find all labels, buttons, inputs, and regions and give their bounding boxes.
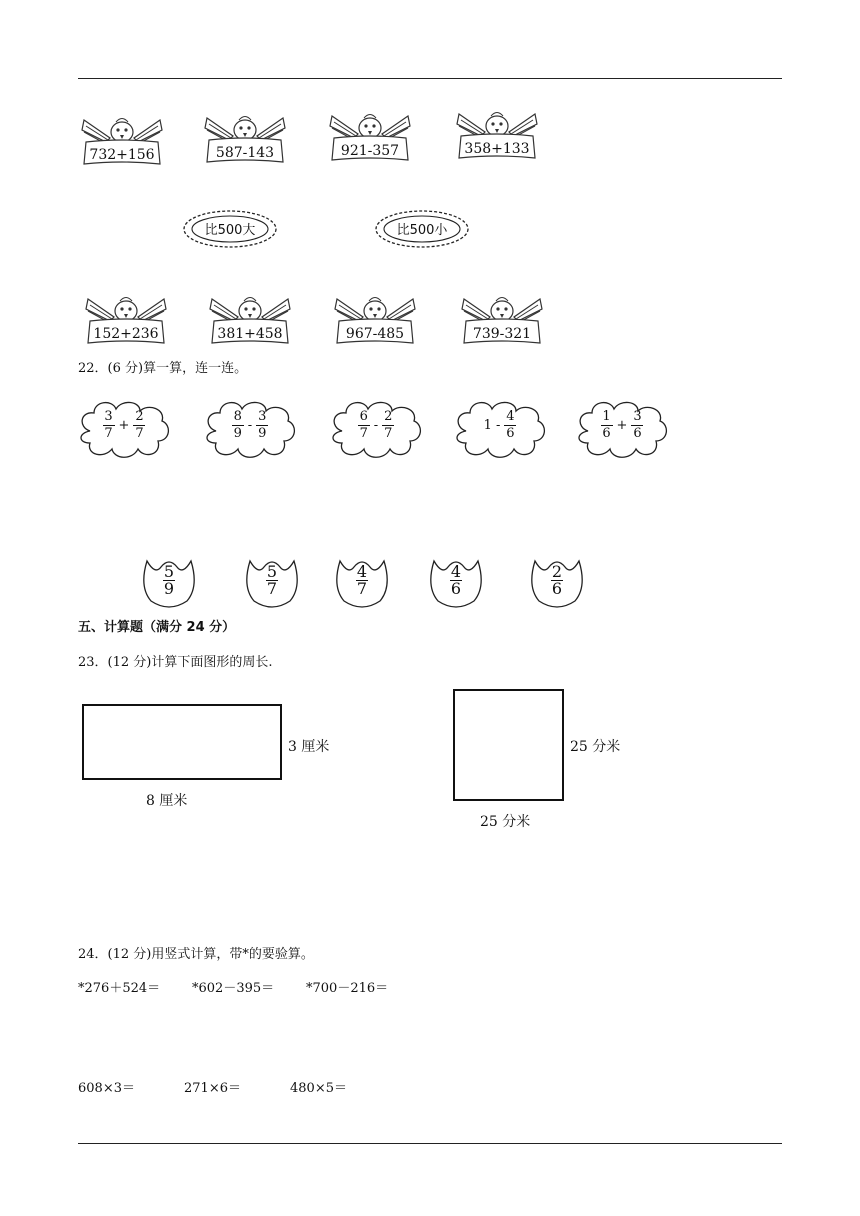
fraction: $\frac{2}{7}$ (384, 409, 393, 441)
calc-item: 608×3＝ (78, 1081, 135, 1096)
question-23-title: 23．(12 分)计算下面图形的周长. (78, 655, 273, 670)
bird-expression: 732+156 (89, 147, 155, 163)
bird-expression: 381+458 (217, 326, 283, 342)
whole-number: 1 (483, 418, 492, 433)
bird-expression: 967-485 (345, 326, 405, 342)
fraction: $\frac{3}{6}$ (633, 409, 642, 441)
cloud-expression-5[interactable] (574, 397, 670, 463)
square-figure (453, 689, 564, 801)
oval-less-than-500[interactable] (374, 209, 470, 249)
bird-expression: 587-143 (215, 145, 275, 161)
fraction: $\frac{3}{7}$ (104, 409, 113, 441)
operator: - (495, 418, 501, 433)
square-right-label: 25 分米 (570, 739, 621, 755)
fraction: 4 7 (356, 562, 368, 598)
fraction: 5 9 (163, 562, 175, 598)
calc-item: 271×6＝ (184, 1081, 241, 1096)
bird-card-8[interactable] (460, 291, 544, 347)
tulip-answer-1[interactable] (141, 557, 197, 609)
oval-greater-than-500[interactable] (182, 209, 278, 249)
bird-card-7[interactable] (333, 291, 417, 347)
operator: - (373, 418, 379, 433)
cloud-expression-4[interactable] (452, 397, 548, 463)
bird-card-1[interactable] (80, 112, 164, 168)
fraction: 4 6 (450, 562, 462, 598)
fraction: 5 7 (266, 562, 278, 598)
bird-expression: 739-321 (472, 326, 532, 342)
bird-card-3[interactable] (328, 108, 412, 164)
operator: - (247, 418, 253, 433)
header-rule (78, 78, 782, 79)
oval-label: 比500小 (396, 223, 448, 238)
bird-expression: 358+133 (464, 141, 530, 157)
cloud-expression-2[interactable] (202, 397, 298, 463)
calc-item: 480×5＝ (290, 1081, 347, 1096)
fraction: $\frac{2}{7}$ (135, 409, 144, 441)
tulip-answer-2[interactable] (244, 557, 300, 609)
operator: + (118, 418, 130, 433)
fraction: $\frac{4}{6}$ (506, 409, 515, 441)
fraction: $\frac{8}{9}$ (233, 409, 242, 441)
rectangle-height-label: 3 厘米 (288, 739, 330, 755)
operator: + (616, 418, 628, 433)
calc-item: *276＋524＝ (78, 981, 161, 996)
bird-expression: 152+236 (93, 326, 159, 342)
fraction: $\frac{1}{6}$ (602, 409, 611, 441)
bird-card-4[interactable] (455, 106, 539, 162)
rectangle-width-label: 8 厘米 (146, 793, 188, 809)
tulip-answer-4[interactable] (428, 557, 484, 609)
section-5-heading: 五、计算题（满分 24 分） (78, 620, 236, 635)
fraction: 2 6 (551, 562, 563, 598)
calc-item: *602－395＝ (192, 981, 275, 996)
question-24-title: 24．(12 分)用竖式计算，带*的要验算。 (78, 947, 314, 962)
cloud-expression-3[interactable] (328, 397, 424, 463)
bird-card-6[interactable] (208, 291, 292, 347)
oval-label: 比500大 (204, 223, 256, 238)
cloud-expression-1[interactable] (76, 397, 172, 463)
calc-item: *700－216＝ (306, 981, 389, 996)
footer-rule (78, 1143, 782, 1144)
tulip-answer-5[interactable] (529, 557, 585, 609)
rectangle-figure (82, 704, 282, 780)
square-bottom-label: 25 分米 (480, 814, 531, 830)
bird-expression: 921-357 (340, 143, 400, 159)
bird-card-5[interactable] (84, 291, 168, 347)
bird-card-2[interactable] (203, 110, 287, 166)
question-22-title: 22．(6 分)算一算，连一连。 (78, 361, 248, 376)
tulip-answer-3[interactable] (334, 557, 390, 609)
fraction: $\frac{6}{7}$ (359, 409, 368, 441)
fraction: $\frac{3}{9}$ (258, 409, 267, 441)
